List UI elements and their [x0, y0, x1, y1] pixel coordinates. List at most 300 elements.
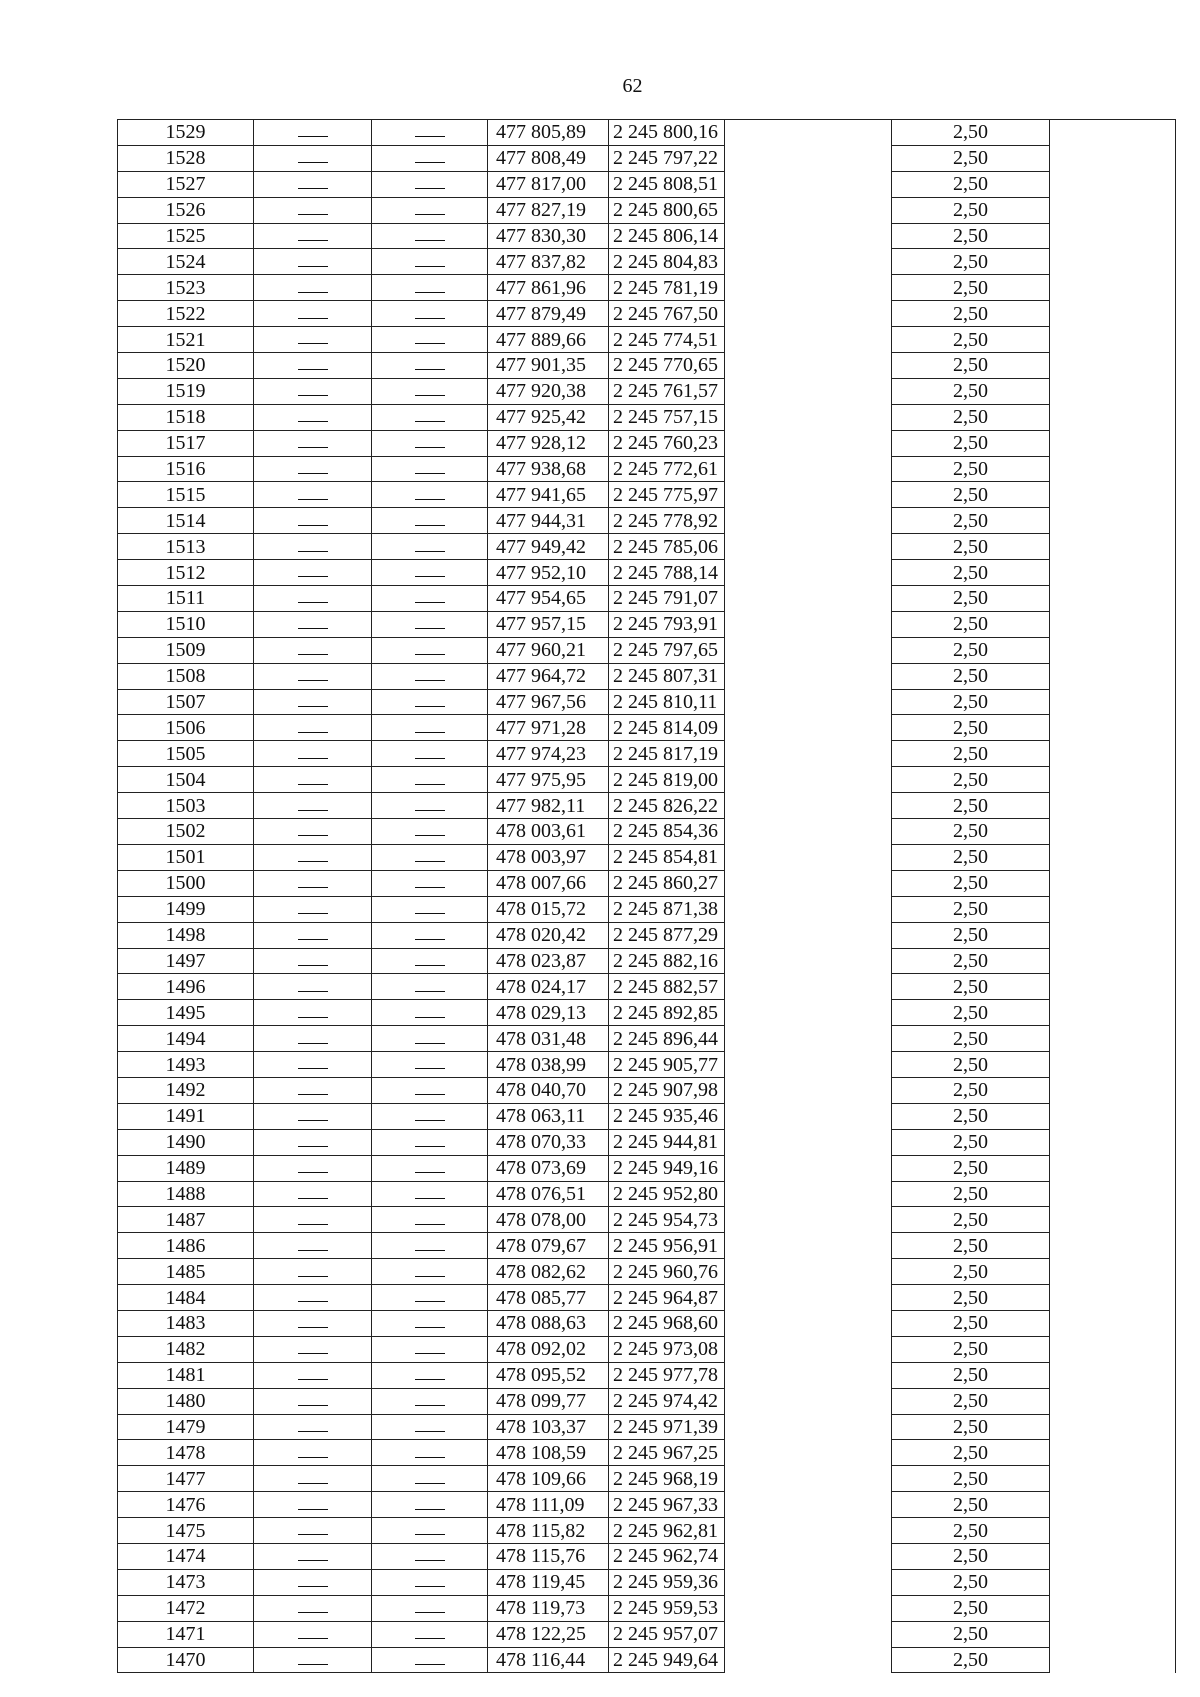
y-coordinate-cell: 2 245 964,87	[609, 1285, 725, 1311]
table-row	[118, 1440, 1176, 1466]
table-row	[118, 1492, 1176, 1518]
dash-mark	[415, 136, 445, 137]
empty-cell	[1050, 1647, 1176, 1673]
empty-cell	[1050, 353, 1176, 379]
y-coordinate-cell: 2 245 896,44	[609, 1026, 725, 1052]
dash-mark	[298, 835, 328, 836]
dash-mark	[298, 861, 328, 862]
empty-cell	[1050, 508, 1176, 534]
dash-mark	[298, 1146, 328, 1147]
dash-mark	[415, 784, 445, 785]
y-coordinate-cell: 2 245 892,85	[609, 1000, 725, 1026]
value-cell: 2,50	[892, 1595, 1050, 1621]
point-number-cell: 1498	[118, 922, 254, 948]
x-coordinate-cell: 478 003,61	[488, 819, 609, 845]
dash-cell	[254, 404, 372, 430]
point-number-cell: 1520	[118, 353, 254, 379]
x-coordinate-cell: 477 879,49	[488, 301, 609, 327]
dash-mark	[415, 1612, 445, 1613]
dash-cell	[372, 482, 488, 508]
table-row	[118, 430, 1176, 456]
y-coordinate-cell: 2 245 877,29	[609, 922, 725, 948]
dash-cell	[254, 637, 372, 663]
table-row	[118, 1647, 1176, 1673]
table-row	[118, 353, 1176, 379]
point-number-cell: 1476	[118, 1492, 254, 1518]
x-coordinate-cell: 478 111,09	[488, 1492, 609, 1518]
table-row	[118, 922, 1176, 948]
empty-cell	[725, 120, 892, 146]
page-number: 62	[622, 75, 643, 97]
point-number-cell: 1472	[118, 1595, 254, 1621]
dash-cell	[254, 896, 372, 922]
y-coordinate-cell: 2 245 770,65	[609, 353, 725, 379]
empty-cell	[725, 1310, 892, 1336]
empty-cell	[725, 1336, 892, 1362]
dash-cell	[254, 1000, 372, 1026]
empty-cell	[725, 948, 892, 974]
y-coordinate-cell: 2 245 807,31	[609, 663, 725, 689]
empty-cell	[1050, 1052, 1176, 1078]
value-cell: 2,50	[892, 1026, 1050, 1052]
x-coordinate-cell: 478 103,37	[488, 1414, 609, 1440]
y-coordinate-cell: 2 245 956,91	[609, 1233, 725, 1259]
empty-cell	[725, 1129, 892, 1155]
y-coordinate-cell: 2 245 949,16	[609, 1155, 725, 1181]
table-row	[118, 611, 1176, 637]
y-coordinate-cell: 2 245 977,78	[609, 1362, 725, 1388]
point-number-cell: 1483	[118, 1310, 254, 1336]
dash-mark	[415, 1172, 445, 1173]
dash-cell	[372, 1595, 488, 1621]
dash-cell	[254, 1207, 372, 1233]
y-coordinate-cell: 2 245 860,27	[609, 870, 725, 896]
dash-cell	[254, 663, 372, 689]
empty-cell	[725, 793, 892, 819]
x-coordinate-cell: 478 115,82	[488, 1518, 609, 1544]
dash-cell	[254, 1233, 372, 1259]
dash-cell	[254, 249, 372, 275]
x-coordinate-cell: 478 023,87	[488, 948, 609, 974]
dash-mark	[298, 1509, 328, 1510]
dash-cell	[372, 715, 488, 741]
value-cell: 2,50	[892, 1181, 1050, 1207]
dash-cell	[254, 1414, 372, 1440]
dash-mark	[298, 654, 328, 655]
table-row	[118, 793, 1176, 819]
dash-mark	[298, 706, 328, 707]
dash-cell	[372, 1466, 488, 1492]
dash-cell	[372, 586, 488, 612]
empty-cell	[725, 1569, 892, 1595]
dash-mark	[298, 602, 328, 603]
point-number-cell: 1504	[118, 767, 254, 793]
y-coordinate-cell: 2 245 788,14	[609, 560, 725, 586]
y-coordinate-cell: 2 245 800,16	[609, 120, 725, 146]
dash-mark	[298, 188, 328, 189]
x-coordinate-cell: 478 029,13	[488, 1000, 609, 1026]
empty-cell	[725, 896, 892, 922]
empty-cell	[1050, 922, 1176, 948]
table-row	[118, 275, 1176, 301]
dash-mark	[415, 887, 445, 888]
dash-mark	[415, 1198, 445, 1199]
dash-mark	[415, 991, 445, 992]
empty-cell	[1050, 1569, 1176, 1595]
dash-cell	[372, 404, 488, 430]
table-row	[118, 1181, 1176, 1207]
dash-cell	[254, 430, 372, 456]
dash-mark	[415, 1664, 445, 1665]
empty-cell	[1050, 1259, 1176, 1285]
dash-cell	[372, 1492, 488, 1518]
dash-mark	[415, 551, 445, 552]
point-number-cell: 1482	[118, 1336, 254, 1362]
y-coordinate-cell: 2 245 935,46	[609, 1103, 725, 1129]
dash-cell	[372, 223, 488, 249]
dash-mark	[415, 1457, 445, 1458]
table-row	[118, 1595, 1176, 1621]
x-coordinate-cell: 477 928,12	[488, 430, 609, 456]
dash-mark	[298, 136, 328, 137]
value-cell: 2,50	[892, 456, 1050, 482]
dash-cell	[372, 120, 488, 146]
table-row	[118, 844, 1176, 870]
dash-cell	[254, 482, 372, 508]
value-cell: 2,50	[892, 922, 1050, 948]
dash-mark	[298, 784, 328, 785]
y-coordinate-cell: 2 245 960,76	[609, 1259, 725, 1285]
empty-cell	[1050, 560, 1176, 586]
x-coordinate-cell: 478 092,02	[488, 1336, 609, 1362]
table-row	[118, 1207, 1176, 1233]
dash-mark	[415, 318, 445, 319]
y-coordinate-cell: 2 245 797,65	[609, 637, 725, 663]
point-number-cell: 1521	[118, 327, 254, 353]
empty-cell	[725, 378, 892, 404]
dash-cell	[372, 1077, 488, 1103]
dash-mark	[298, 395, 328, 396]
dash-cell	[254, 534, 372, 560]
empty-cell	[725, 1492, 892, 1518]
table-row	[118, 1000, 1176, 1026]
x-coordinate-cell: 477 960,21	[488, 637, 609, 663]
value-cell: 2,50	[892, 1414, 1050, 1440]
table-row	[118, 715, 1176, 741]
x-coordinate-cell: 478 015,72	[488, 896, 609, 922]
y-coordinate-cell: 2 245 814,09	[609, 715, 725, 741]
point-number-cell: 1474	[118, 1543, 254, 1569]
empty-cell	[725, 1543, 892, 1569]
point-number-cell: 1518	[118, 404, 254, 430]
x-coordinate-cell: 478 108,59	[488, 1440, 609, 1466]
empty-cell	[1050, 327, 1176, 353]
empty-cell	[1050, 1026, 1176, 1052]
value-cell: 2,50	[892, 171, 1050, 197]
value-cell: 2,50	[892, 611, 1050, 637]
dash-mark	[415, 628, 445, 629]
point-number-cell: 1491	[118, 1103, 254, 1129]
point-number-cell: 1511	[118, 586, 254, 612]
value-cell: 2,50	[892, 1647, 1050, 1673]
empty-cell	[725, 1621, 892, 1647]
empty-cell	[1050, 430, 1176, 456]
empty-cell	[725, 1000, 892, 1026]
y-coordinate-cell: 2 245 800,65	[609, 197, 725, 223]
empty-cell	[725, 249, 892, 275]
x-coordinate-cell: 478 070,33	[488, 1129, 609, 1155]
empty-cell	[725, 689, 892, 715]
dash-cell	[254, 223, 372, 249]
dash-mark	[298, 680, 328, 681]
empty-cell	[725, 1233, 892, 1259]
point-number-cell: 1489	[118, 1155, 254, 1181]
empty-cell	[1050, 1543, 1176, 1569]
dash-mark	[415, 654, 445, 655]
empty-cell	[1050, 1077, 1176, 1103]
dash-mark	[298, 421, 328, 422]
empty-cell	[1050, 145, 1176, 171]
dash-cell	[372, 1181, 488, 1207]
x-coordinate-cell: 477 920,38	[488, 378, 609, 404]
point-number-cell: 1516	[118, 456, 254, 482]
dash-cell	[254, 1103, 372, 1129]
dash-mark	[298, 1043, 328, 1044]
dash-mark	[298, 447, 328, 448]
dash-mark	[415, 1327, 445, 1328]
x-coordinate-cell: 477 952,10	[488, 560, 609, 586]
empty-cell	[725, 1103, 892, 1129]
dash-mark	[415, 1250, 445, 1251]
table-row	[118, 120, 1176, 146]
dash-mark	[415, 1483, 445, 1484]
y-coordinate-cell: 2 245 785,06	[609, 534, 725, 560]
x-coordinate-cell: 478 088,63	[488, 1310, 609, 1336]
dash-cell	[372, 1440, 488, 1466]
dash-mark	[298, 1017, 328, 1018]
dash-cell	[372, 1155, 488, 1181]
empty-cell	[725, 844, 892, 870]
value-cell: 2,50	[892, 1543, 1050, 1569]
dash-cell	[254, 1466, 372, 1492]
point-number-cell: 1527	[118, 171, 254, 197]
point-number-cell: 1524	[118, 249, 254, 275]
value-cell: 2,50	[892, 1052, 1050, 1078]
y-coordinate-cell: 2 245 806,14	[609, 223, 725, 249]
dash-mark	[415, 1068, 445, 1069]
empty-cell	[1050, 793, 1176, 819]
dash-cell	[372, 1000, 488, 1026]
value-cell: 2,50	[892, 120, 1050, 146]
dash-mark	[298, 1224, 328, 1225]
dash-cell	[254, 1388, 372, 1414]
table-row	[118, 586, 1176, 612]
y-coordinate-cell: 2 245 791,07	[609, 586, 725, 612]
point-number-cell: 1497	[118, 948, 254, 974]
dash-mark	[298, 473, 328, 474]
y-coordinate-cell: 2 245 968,19	[609, 1466, 725, 1492]
value-cell: 2,50	[892, 145, 1050, 171]
table-row	[118, 1518, 1176, 1544]
value-cell: 2,50	[892, 1103, 1050, 1129]
empty-cell	[725, 404, 892, 430]
dash-mark	[298, 939, 328, 940]
dash-cell	[372, 353, 488, 379]
dash-cell	[254, 689, 372, 715]
x-coordinate-cell: 478 095,52	[488, 1362, 609, 1388]
x-coordinate-cell: 478 122,25	[488, 1621, 609, 1647]
table-row	[118, 1336, 1176, 1362]
empty-cell	[725, 974, 892, 1000]
point-number-cell: 1490	[118, 1129, 254, 1155]
empty-cell	[725, 145, 892, 171]
point-number-cell: 1493	[118, 1052, 254, 1078]
dash-cell	[254, 1129, 372, 1155]
x-coordinate-cell: 477 975,95	[488, 767, 609, 793]
dash-cell	[372, 741, 488, 767]
point-number-cell: 1510	[118, 611, 254, 637]
empty-cell	[725, 586, 892, 612]
table-row	[118, 637, 1176, 663]
table-row	[118, 1077, 1176, 1103]
value-cell: 2,50	[892, 275, 1050, 301]
dash-cell	[372, 145, 488, 171]
dash-cell	[372, 327, 488, 353]
table-row	[118, 1103, 1176, 1129]
empty-cell	[725, 1077, 892, 1103]
dash-cell	[372, 560, 488, 586]
point-number-cell: 1506	[118, 715, 254, 741]
dash-mark	[298, 628, 328, 629]
dash-mark	[298, 758, 328, 759]
dash-mark	[298, 1379, 328, 1380]
point-number-cell: 1505	[118, 741, 254, 767]
value-cell: 2,50	[892, 223, 1050, 249]
table-row	[118, 560, 1176, 586]
dash-mark	[298, 1353, 328, 1354]
dash-mark	[415, 965, 445, 966]
y-coordinate-cell: 2 245 797,22	[609, 145, 725, 171]
table-row	[118, 767, 1176, 793]
dash-mark	[415, 525, 445, 526]
dash-mark	[298, 1560, 328, 1561]
dash-cell	[372, 1259, 488, 1285]
x-coordinate-cell: 477 925,42	[488, 404, 609, 430]
table-body	[118, 120, 1176, 1673]
empty-cell	[1050, 223, 1176, 249]
empty-cell	[1050, 715, 1176, 741]
dash-mark	[415, 1224, 445, 1225]
x-coordinate-cell: 477 808,49	[488, 145, 609, 171]
dash-mark	[298, 266, 328, 267]
empty-cell	[1050, 948, 1176, 974]
y-coordinate-cell: 2 245 905,77	[609, 1052, 725, 1078]
point-number-cell: 1495	[118, 1000, 254, 1026]
y-coordinate-cell: 2 245 952,80	[609, 1181, 725, 1207]
x-coordinate-cell: 477 982,11	[488, 793, 609, 819]
table-row	[118, 327, 1176, 353]
y-coordinate-cell: 2 245 826,22	[609, 793, 725, 819]
dash-cell	[372, 1518, 488, 1544]
dash-mark	[415, 1094, 445, 1095]
point-number-cell: 1477	[118, 1466, 254, 1492]
y-coordinate-cell: 2 245 819,00	[609, 767, 725, 793]
value-cell: 2,50	[892, 637, 1050, 663]
x-coordinate-cell: 477 901,35	[488, 353, 609, 379]
empty-cell	[725, 922, 892, 948]
dash-mark	[415, 162, 445, 163]
dash-cell	[254, 1518, 372, 1544]
dash-mark	[298, 240, 328, 241]
value-cell: 2,50	[892, 1310, 1050, 1336]
dash-cell	[372, 1362, 488, 1388]
dash-cell	[372, 1285, 488, 1311]
empty-cell	[725, 197, 892, 223]
empty-cell	[1050, 378, 1176, 404]
dash-cell	[254, 353, 372, 379]
dash-cell	[372, 197, 488, 223]
empty-cell	[725, 482, 892, 508]
point-number-cell: 1502	[118, 819, 254, 845]
point-number-cell: 1503	[118, 793, 254, 819]
dash-cell	[372, 249, 488, 275]
value-cell: 2,50	[892, 197, 1050, 223]
point-number-cell: 1513	[118, 534, 254, 560]
dash-cell	[372, 1569, 488, 1595]
dash-cell	[372, 689, 488, 715]
dash-cell	[254, 171, 372, 197]
x-coordinate-cell: 477 817,00	[488, 171, 609, 197]
empty-cell	[725, 508, 892, 534]
table-row	[118, 948, 1176, 974]
dash-cell	[372, 896, 488, 922]
table-row	[118, 1259, 1176, 1285]
empty-cell	[725, 223, 892, 249]
dash-mark	[415, 447, 445, 448]
dash-mark	[298, 810, 328, 811]
x-coordinate-cell: 477 837,82	[488, 249, 609, 275]
point-number-cell: 1525	[118, 223, 254, 249]
dash-cell	[372, 819, 488, 845]
dash-cell	[372, 1103, 488, 1129]
x-coordinate-cell: 478 079,67	[488, 1233, 609, 1259]
dash-cell	[372, 611, 488, 637]
empty-cell	[1050, 663, 1176, 689]
empty-cell	[725, 1285, 892, 1311]
table-row	[118, 1155, 1176, 1181]
x-coordinate-cell: 478 063,11	[488, 1103, 609, 1129]
dash-mark	[298, 576, 328, 577]
x-coordinate-cell: 477 974,23	[488, 741, 609, 767]
dash-mark	[415, 1276, 445, 1277]
empty-cell	[725, 353, 892, 379]
empty-cell	[1050, 534, 1176, 560]
x-coordinate-cell: 477 830,30	[488, 223, 609, 249]
value-cell: 2,50	[892, 1621, 1050, 1647]
dash-cell	[372, 1207, 488, 1233]
table-row	[118, 1026, 1176, 1052]
x-coordinate-cell: 478 082,62	[488, 1259, 609, 1285]
table-row	[118, 1362, 1176, 1388]
dash-cell	[254, 301, 372, 327]
y-coordinate-cell: 2 245 967,33	[609, 1492, 725, 1518]
table-row	[118, 456, 1176, 482]
point-number-cell: 1515	[118, 482, 254, 508]
dash-mark	[415, 861, 445, 862]
table-row	[118, 819, 1176, 845]
dash-mark	[298, 1094, 328, 1095]
dash-cell	[372, 171, 488, 197]
